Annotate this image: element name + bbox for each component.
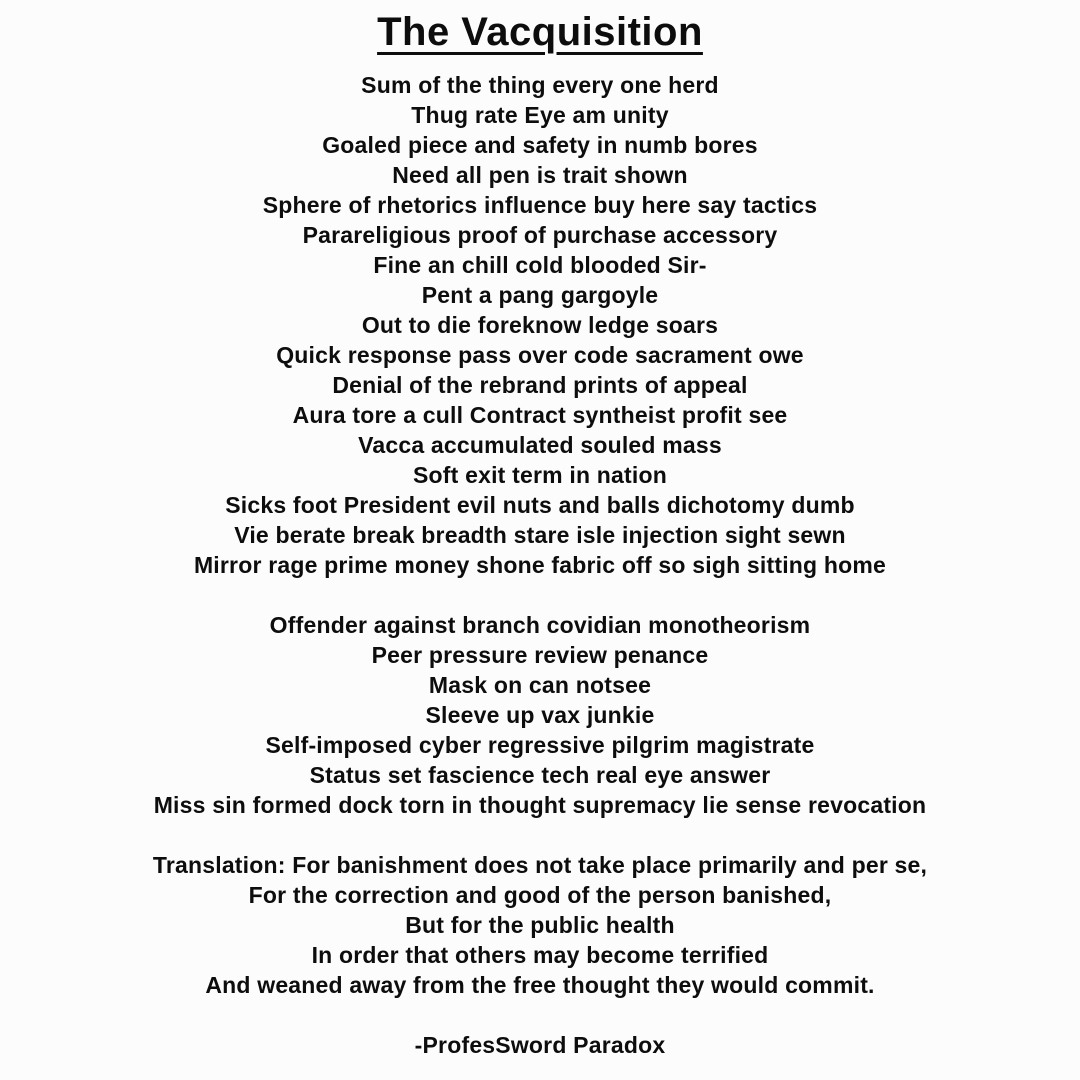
- poem-line: Self-imposed cyber regressive pilgrim magistrate: [265, 732, 815, 758]
- poem-line: Sicks foot President evil nuts and balls dichotomy dumb: [225, 492, 855, 518]
- poem-line: Vie berate break breadth stare isle injection sight sewn: [234, 522, 846, 548]
- poem-line: Sum of the thing every one herd: [361, 72, 719, 98]
- poem-line: Mask on can notsee: [428, 672, 652, 698]
- stanza-2: [0, 610, 1080, 820]
- poem-line: Need all pen is trait shown: [392, 162, 688, 188]
- poem-signature: -ProfesSword Paradox: [414, 1032, 666, 1058]
- poem-line: Quick response pass over code sacrament owe: [276, 342, 804, 368]
- poem-line: Fine an chill cold blooded Sir-: [373, 252, 707, 278]
- poem-line: In order that others may become terrified: [311, 942, 769, 968]
- poem-title: The Vacquisition: [377, 10, 703, 54]
- poem-line: Thug rate Eye am unity: [411, 102, 669, 128]
- poem-line: Goaled piece and safety in numb bores: [322, 132, 758, 158]
- poem-line: For the correction and good of the person banished,: [248, 882, 832, 908]
- poem-line: Mirror rage prime money shone fabric off so sigh sitting home: [193, 552, 887, 578]
- poem-line: Vacca accumulated souled mass: [358, 432, 722, 458]
- poem-line: And weaned away from the free thought they would commit.: [205, 972, 875, 998]
- poem-line: Denial of the rebrand prints of appeal: [332, 372, 748, 398]
- poem-line: But for the public health: [405, 912, 675, 938]
- poem-line: Aura tore a cull Contract syntheist profit see: [292, 402, 788, 428]
- poem-line: Soft exit term in nation: [413, 462, 667, 488]
- poem-line: Peer pressure review penance: [371, 642, 709, 668]
- poem-line: Pent a pang gargoyle: [421, 282, 659, 308]
- poem-line: Sphere of rhetorics influence buy here say tactics: [262, 192, 818, 218]
- poem-line: Parareligious proof of purchase accessory: [302, 222, 778, 248]
- stanza-3: [0, 850, 1080, 1000]
- poem-line: Out to die foreknow ledge soars: [361, 312, 719, 338]
- stanza-1: [0, 70, 1080, 580]
- poem-line: Miss sin formed dock torn in thought supremacy lie sense revocation: [153, 792, 927, 818]
- poem-line: Sleeve up vax junkie: [425, 702, 655, 728]
- poem-line: Offender against branch covidian monotheorism: [269, 612, 811, 638]
- poem-line: Translation: For banishment does not take place primarily and per se,: [152, 852, 928, 878]
- poem-line: Status set fascience tech real eye answer: [309, 762, 771, 788]
